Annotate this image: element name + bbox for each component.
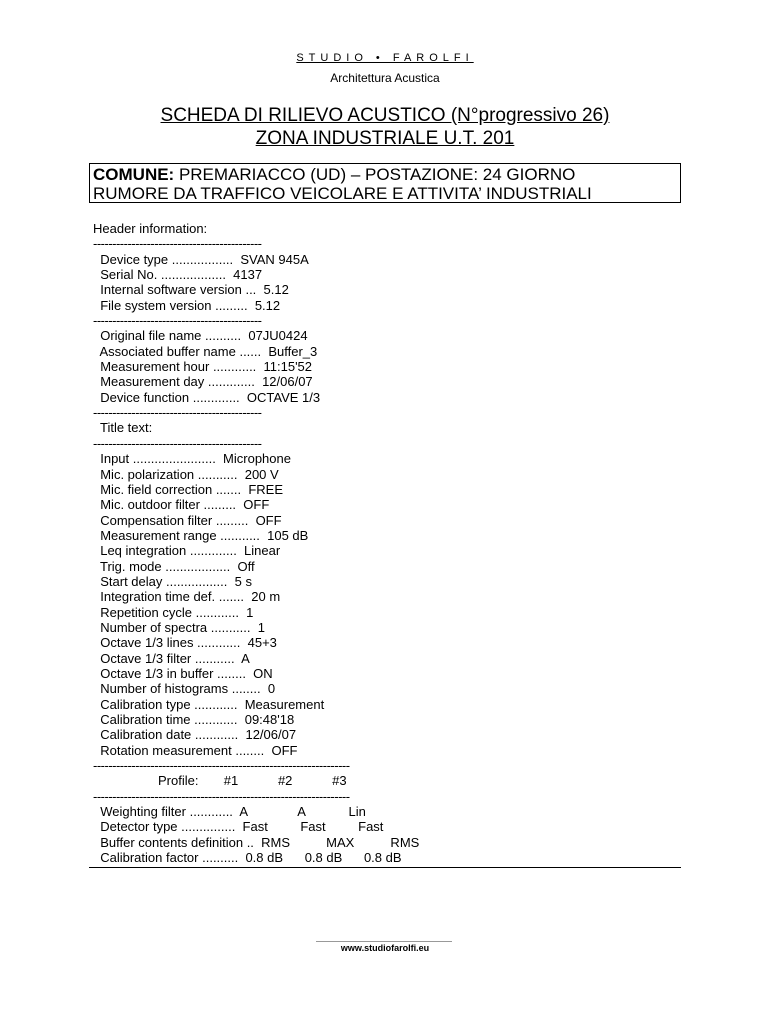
title-line-1: SCHEDA DI RILIEVO ACUSTICO (N°progressivo 26) (160, 105, 610, 126)
measurement-report (93, 221, 419, 865)
report-line: Number of histograms ........ 0 (93, 681, 276, 697)
footer-url: www.studiofarolfi.eu (340, 943, 430, 953)
report-line: Detector type ............... Fast Fast Fast (93, 819, 384, 835)
report-line: Calibration type ............ Measurement (93, 696, 325, 712)
report-line: Profile: #1 #2 #3 (93, 773, 347, 789)
title-line-2: ZONA INDUSTRIALE U.T. 201 (255, 128, 515, 149)
separator-line: ------------------------------------------------------------------- (93, 788, 350, 804)
studio-name: STUDIO • FAROLFI (296, 52, 474, 64)
report-line: Number of spectra ........... 1 (93, 619, 265, 635)
location-box (89, 163, 681, 203)
report-line: Mic. polarization ........... 200 V (93, 466, 279, 482)
separator-line: -------------------------------------------- (93, 435, 262, 451)
report-line: Measurement hour ............ 11:15'52 (93, 359, 313, 375)
report-line: Buffer contents definition .. RMS MAX RMS (93, 834, 420, 850)
report-line: Rotation measurement ........ OFF (93, 742, 298, 758)
report-line: Repetition cycle ............ 1 (93, 604, 254, 620)
location-line-1: PREMARIACCO (UD) – POSTAZIONE: 24 GIORNO (174, 165, 576, 184)
report-line: Calibration date ............ 12/06/07 (93, 727, 297, 743)
report-line: Mic. field correction ....... FREE (93, 481, 283, 497)
separator-line: ------------------------------------------------------------------- (93, 758, 350, 774)
separator-line: -------------------------------------------- (93, 313, 262, 329)
bottom-rule (89, 867, 681, 868)
report-line: File system version ......... 5.12 (93, 297, 281, 313)
report-line: Trig. mode .................. Off (93, 558, 255, 574)
separator-line: -------------------------------------------- (93, 405, 262, 421)
comune-label: COMUNE: (93, 165, 175, 184)
document-title (0, 104, 770, 150)
report-line: Integration time def. ....... 20 m (93, 589, 281, 605)
location-line-2: RUMORE DA TRAFFICO VEICOLARE E ATTIVITA’ INDUSTRIALI (93, 184, 592, 203)
studio-subtitle: Architettura Acustica (330, 71, 440, 85)
report-line: Leq integration ............. Linear (93, 543, 281, 559)
report-line: Start delay ................. 5 s (93, 573, 252, 589)
report-line: Original file name .......... 07JU0424 (93, 328, 308, 344)
report-line: Associated buffer name ...... Buffer_3 (93, 343, 318, 359)
report-line: Input ....................... Microphone (93, 451, 291, 467)
report-line: Device type ................. SVAN 945A (93, 251, 309, 267)
report-line: Octave 1/3 in buffer ........ ON (93, 665, 273, 681)
report-line: Header information: (93, 221, 208, 236)
report-line: Octave 1/3 lines ............ 45+3 (93, 635, 277, 651)
footer-rule (316, 941, 452, 942)
report-line: Calibration time ............ 09:48'18 (93, 712, 295, 727)
report-line: Title text: (93, 420, 153, 436)
report-line: Serial No. .................. 4137 (93, 267, 263, 283)
report-line: Octave 1/3 filter ........... A (93, 650, 250, 666)
report-line: Internal software version ... 5.12 (93, 282, 289, 298)
report-line: Measurement range ........... 105 dB (93, 527, 309, 543)
report-line: Measurement day ............. 12/06/07 (93, 374, 313, 390)
report-line: Compensation filter ......... OFF (93, 512, 282, 528)
report-line: Calibration factor .......... 0.8 dB 0.8 dB 0.8 dB (93, 850, 402, 866)
report-line: Mic. outdoor filter ......... OFF (93, 497, 270, 513)
report-line: Device function ............. OCTAVE 1/3 (93, 389, 321, 405)
report-line: Weighting filter ............ A A Lin (93, 804, 366, 820)
separator-line: -------------------------------------------- (93, 236, 262, 252)
